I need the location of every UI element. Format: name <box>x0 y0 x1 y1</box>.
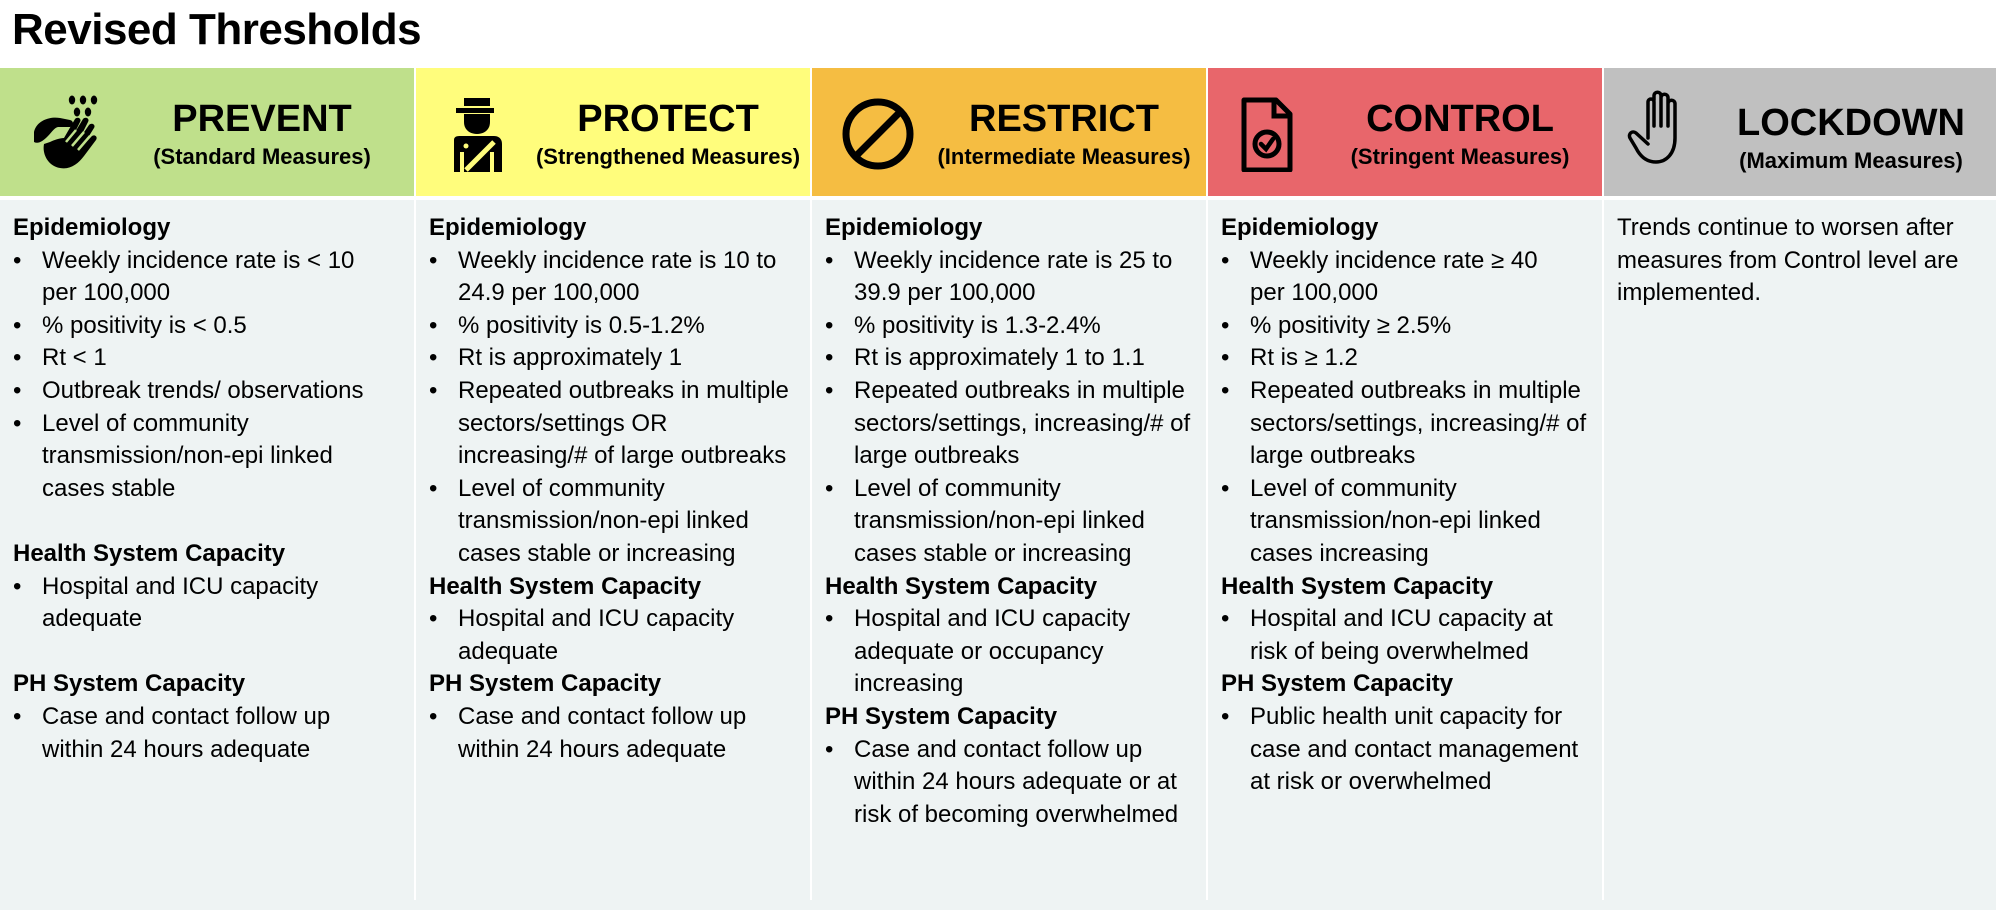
list-item: • Rt is approximately 1 <box>429 342 798 375</box>
level-name: PROTECT <box>577 98 759 140</box>
section-title-ph-system: PH System Capacity <box>429 670 662 698</box>
thresholds-table <box>0 68 1996 900</box>
list-item: • Hospital and ICU capacity adequate or occupancy increasing <box>825 603 1194 701</box>
epidemiology-list <box>13 245 402 506</box>
section-title-health-system: Health System Capacity <box>825 572 1098 600</box>
level-name: PREVENT <box>172 98 352 140</box>
list-item: • Hospital and ICU capacity at risk of being overwhelmed <box>1221 603 1590 668</box>
list-item: • Public health unit capacity for case and contact management at risk or overwhelmed <box>1221 701 1590 799</box>
list-item: • Outbreak trends/ observations <box>13 375 402 408</box>
level-subtitle: (Stringent Measures) <box>1350 144 1570 169</box>
list-item: • Level of community transmission/non-epi linked cases stable <box>13 408 402 506</box>
header-restrict <box>812 68 1206 196</box>
criteria-control <box>1208 200 1602 904</box>
criteria-protect <box>416 200 810 904</box>
page-title: Revised Thresholds <box>12 5 422 54</box>
section-title-ph-system: PH System Capacity <box>825 702 1058 730</box>
list-item: • Level of community transmission/non-epi linked cases stable or increasing <box>429 473 798 571</box>
list-item: • Repeated outbreaks in multiple sectors/settings, increasing/# of large outbreaks <box>825 375 1194 473</box>
section-title-epidemiology: Epidemiology <box>13 214 171 241</box>
section-title-epidemiology: Epidemiology <box>825 214 983 241</box>
list-item: • % positivity is < 0.5 <box>13 310 402 343</box>
epidemiology-list <box>429 245 798 571</box>
bottom-strip <box>0 900 1996 910</box>
ph-system-list <box>429 701 798 766</box>
list-item: • Weekly incidence rate is 25 to 39.9 per 100,000 <box>825 245 1194 310</box>
police-officer-icon <box>446 92 522 172</box>
section-title-epidemiology: Epidemiology <box>429 214 587 241</box>
level-name: LOCKDOWN <box>1737 102 1965 144</box>
list-item: • Repeated outbreaks in multiple sectors/settings OR increasing/# of large outbreaks <box>429 375 798 473</box>
epidemiology-list <box>825 245 1194 571</box>
list-item: • Weekly incidence rate is 10 to 24.9 per 100,000 <box>429 245 798 310</box>
health-system-list <box>429 603 798 668</box>
level-name: CONTROL <box>1366 98 1554 140</box>
section-title-health-system: Health System Capacity <box>1221 572 1494 600</box>
section-title-ph-system: PH System Capacity <box>1221 670 1454 698</box>
section-title-health-system: Health System Capacity <box>429 572 702 600</box>
level-subtitle: (Maximum Measures) <box>1739 148 1963 173</box>
ph-system-list <box>1221 701 1590 799</box>
section-title-epidemiology: Epidemiology <box>1221 214 1379 241</box>
level-name: RESTRICT <box>969 98 1159 140</box>
health-system-list <box>825 603 1194 701</box>
header-lockdown <box>1604 68 1996 196</box>
document-check-icon <box>1238 92 1314 172</box>
health-system-list <box>13 571 402 636</box>
list-item: • % positivity ≥ 2.5% <box>1221 310 1590 343</box>
list-item: • Rt is approximately 1 to 1.1 <box>825 342 1194 375</box>
list-item: • Level of community transmission/non-epi linked cases increasing <box>1221 473 1590 571</box>
list-item: • Case and contact follow up within 24 hours adequate or at risk of becoming overwhelmed <box>825 734 1194 832</box>
list-item: • % positivity is 1.3-2.4% <box>825 310 1194 343</box>
list-item: • Weekly incidence rate ≥ 40 per 100,000 <box>1221 245 1590 310</box>
list-item: • Case and contact follow up within 24 hours adequate <box>13 701 402 766</box>
list-item: • Hospital and ICU capacity adequate <box>13 571 402 636</box>
criteria-restrict <box>812 200 1206 904</box>
level-subtitle: (Strengthened Measures) <box>535 144 801 169</box>
list-item: • % positivity is 0.5-1.2% <box>429 310 798 343</box>
section-title-ph-system: PH System Capacity <box>13 670 246 698</box>
ph-system-list <box>13 701 402 766</box>
raised-hand-icon <box>1626 88 1702 168</box>
level-subtitle: (Standard Measures) <box>153 144 371 169</box>
header-control <box>1208 68 1602 196</box>
list-item: • Case and contact follow up within 24 hours adequate <box>429 701 798 766</box>
list-item: • Level of community transmission/non-epi linked cases stable or increasing <box>825 473 1194 571</box>
list-item: • Rt is ≥ 1.2 <box>1221 342 1590 375</box>
health-system-list <box>1221 603 1590 668</box>
list-item: • Repeated outbreaks in multiple sectors/settings, increasing/# of large outbreaks <box>1221 375 1590 473</box>
epidemiology-list <box>1221 245 1590 571</box>
list-item: • Rt < 1 <box>13 342 402 375</box>
section-title-health-system: Health System Capacity <box>13 539 286 567</box>
list-item: • Hospital and ICU capacity adequate <box>429 603 798 668</box>
lockdown-description: Trends continue to worsen after measures from Control level are implemented. <box>1617 214 1959 307</box>
level-subtitle: (Intermediate Measures) <box>937 144 1191 169</box>
criteria-prevent <box>0 200 414 904</box>
criteria-lockdown <box>1604 200 1996 904</box>
prohibited-icon <box>842 92 918 172</box>
ph-system-list <box>825 734 1194 832</box>
header-protect <box>416 68 810 196</box>
header-prevent <box>0 68 414 196</box>
list-item: • Weekly incidence rate is < 10 per 100,000 <box>13 245 402 310</box>
hand-washing-icon <box>30 92 106 172</box>
